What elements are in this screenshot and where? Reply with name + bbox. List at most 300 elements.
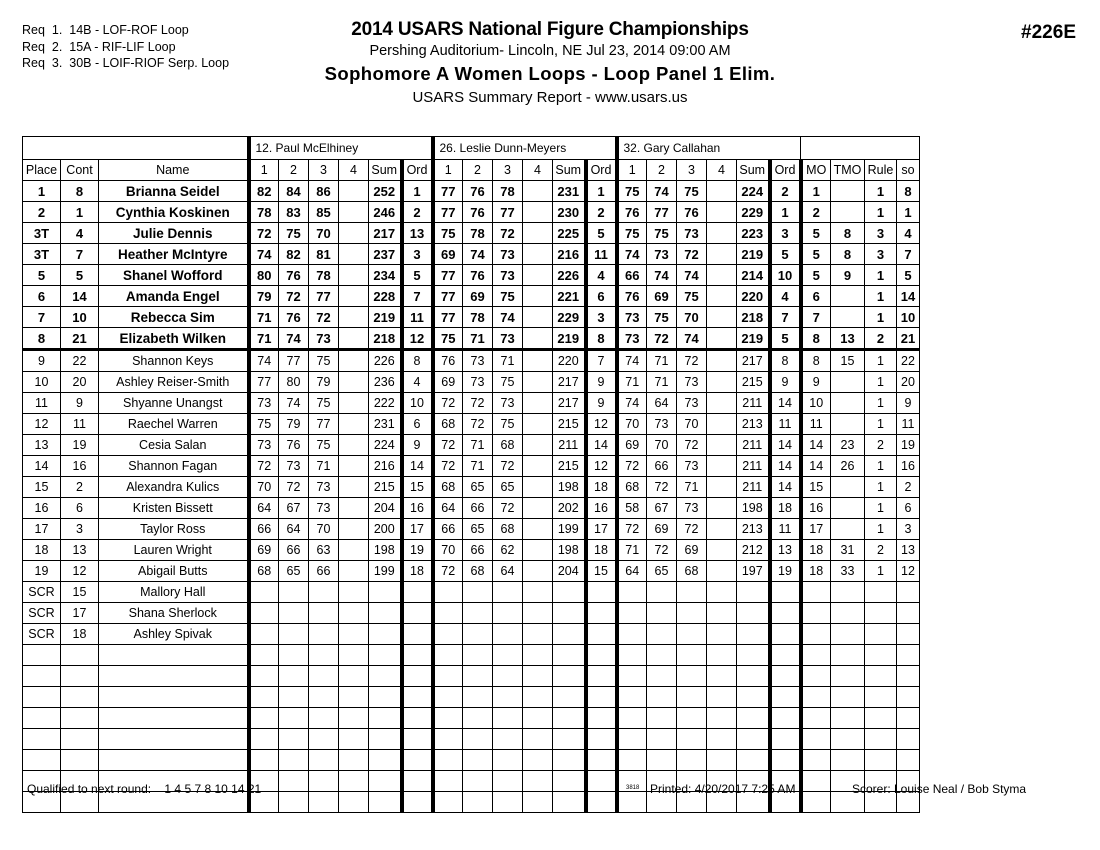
cell-j3-fig1 <box>617 666 647 687</box>
cell-j2-fig3: 62 <box>493 540 523 561</box>
cell-j3-fig4 <box>707 477 737 498</box>
cell-j2-fig3 <box>493 666 523 687</box>
cell-j1-sum: 217 <box>369 223 402 244</box>
judge-banner-spacer <box>23 137 249 160</box>
cell-j3-fig3 <box>677 624 707 645</box>
cell-j3-fig1: 76 <box>617 286 647 307</box>
cell-j2-sum <box>553 687 586 708</box>
cell-j2-sum <box>553 666 586 687</box>
cell-j3-fig2: 69 <box>647 519 677 540</box>
cell-j1-fig2: 82 <box>279 244 309 265</box>
cell-j3-fig4 <box>707 603 737 624</box>
cell-mo: 10 <box>801 393 831 414</box>
cell-j1-fig3: 70 <box>309 223 339 244</box>
cell-j2-fig2: 72 <box>463 414 493 435</box>
cell-j1-fig2: 74 <box>279 328 309 350</box>
cell-j3-fig2: 73 <box>647 414 677 435</box>
cell-j2-sum: 198 <box>553 477 586 498</box>
cell-j2-fig3: 73 <box>493 328 523 350</box>
cell-j2-fig2 <box>463 582 493 603</box>
cell-j1-fig4 <box>339 519 369 540</box>
cell-cont: 15 <box>61 582 99 603</box>
cell-name <box>99 729 249 750</box>
cell-j1-fig2 <box>279 687 309 708</box>
cell-name: Shana Sherlock <box>99 603 249 624</box>
cell-j3-sum: 211 <box>737 435 770 456</box>
cell-j3-fig1: 68 <box>617 477 647 498</box>
cell-j2-fig4 <box>523 687 553 708</box>
cell-j3-sum: 218 <box>737 307 770 328</box>
cell-tmo <box>831 582 865 603</box>
cell-j1-ord: 14 <box>402 456 433 477</box>
cell-cont: 20 <box>61 372 99 393</box>
cell-j1-fig3: 77 <box>309 414 339 435</box>
cell-so <box>897 603 920 624</box>
cell-j3-sum <box>737 645 770 666</box>
table-row[interactable] <box>23 708 920 729</box>
cell-j1-sum <box>369 582 402 603</box>
cell-j3-fig4 <box>707 666 737 687</box>
cell-j2-fig3: 71 <box>493 350 523 372</box>
cell-j2-ord <box>586 624 617 645</box>
cell-j1-ord: 4 <box>402 372 433 393</box>
cell-j2-fig1 <box>433 708 463 729</box>
cell-mo: 16 <box>801 498 831 519</box>
cell-j3-sum: 219 <box>737 244 770 265</box>
cell-j1-ord: 11 <box>402 307 433 328</box>
cell-j1-ord: 19 <box>402 540 433 561</box>
cell-so: 9 <box>897 393 920 414</box>
cell-cont: 17 <box>61 603 99 624</box>
cell-j2-fig1: 72 <box>433 456 463 477</box>
cell-j2-fig2: 65 <box>463 519 493 540</box>
cell-place: 19 <box>23 561 61 582</box>
cell-j2-fig1 <box>433 624 463 645</box>
cell-j2-ord: 1 <box>586 181 617 202</box>
table-row[interactable] <box>23 328 920 350</box>
table-row[interactable] <box>23 286 920 307</box>
cell-j1-fig2: 72 <box>279 286 309 307</box>
cell-j1-fig4 <box>339 645 369 666</box>
table-row[interactable] <box>23 244 920 265</box>
cell-place <box>23 750 61 771</box>
cell-j2-sum: 231 <box>553 181 586 202</box>
table-row[interactable] <box>23 729 920 750</box>
cell-j1-fig4 <box>339 708 369 729</box>
cell-j2-fig2: 74 <box>463 244 493 265</box>
cell-j3-ord <box>770 645 801 666</box>
cell-j1-ord: 6 <box>402 414 433 435</box>
cell-j2-ord: 12 <box>586 414 617 435</box>
cell-j3-ord <box>770 729 801 750</box>
table-row[interactable] <box>23 750 920 771</box>
cell-place: SCR <box>23 582 61 603</box>
cell-rule: 1 <box>865 181 897 202</box>
cell-j3-fig2 <box>647 729 677 750</box>
cell-j2-fig4 <box>523 666 553 687</box>
cell-j3-sum <box>737 582 770 603</box>
cell-j3-fig4 <box>707 265 737 286</box>
cell-j2-fig2: 65 <box>463 477 493 498</box>
cell-j1-sum: 200 <box>369 519 402 540</box>
cell-j2-fig3: 75 <box>493 372 523 393</box>
cell-j3-ord <box>770 708 801 729</box>
cell-j1-fig1: 71 <box>249 307 279 328</box>
cell-j1-fig3: 78 <box>309 265 339 286</box>
cell-j2-fig4 <box>523 286 553 307</box>
cell-j1-fig2: 76 <box>279 307 309 328</box>
cell-j3-fig3: 73 <box>677 498 707 519</box>
cell-j2-fig1: 64 <box>433 498 463 519</box>
table-row[interactable] <box>23 181 920 202</box>
cell-j1-sum: 215 <box>369 477 402 498</box>
cell-so <box>897 750 920 771</box>
cell-j2-fig2 <box>463 666 493 687</box>
table-row[interactable] <box>23 265 920 286</box>
cell-j1-fig1 <box>249 582 279 603</box>
table-row[interactable] <box>23 456 920 477</box>
cell-j1-ord <box>402 708 433 729</box>
cell-j2-fig2 <box>463 687 493 708</box>
cell-j1-sum: 216 <box>369 456 402 477</box>
cell-j1-fig4 <box>339 181 369 202</box>
cell-j3-ord: 14 <box>770 393 801 414</box>
cell-j1-sum: 236 <box>369 372 402 393</box>
cell-j1-fig2 <box>279 624 309 645</box>
table-row[interactable] <box>23 223 920 244</box>
cell-j3-fig3 <box>677 729 707 750</box>
cell-j2-fig2: 71 <box>463 435 493 456</box>
table-row[interactable] <box>23 666 920 687</box>
cell-j1-ord <box>402 603 433 624</box>
cell-name: Brianna Seidel <box>99 181 249 202</box>
cell-j1-fig1: 82 <box>249 181 279 202</box>
cell-j1-fig1 <box>249 603 279 624</box>
cell-tmo <box>831 750 865 771</box>
cell-j1-fig2: 74 <box>279 393 309 414</box>
cell-place: 12 <box>23 414 61 435</box>
cell-j1-ord: 2 <box>402 202 433 223</box>
cell-j3-ord: 3 <box>770 223 801 244</box>
cell-j3-fig4 <box>707 328 737 350</box>
cell-j2-sum <box>553 750 586 771</box>
cell-j1-fig1: 66 <box>249 519 279 540</box>
cell-j2-fig1: 72 <box>433 393 463 414</box>
cell-mo: 9 <box>801 372 831 393</box>
cell-tmo <box>831 477 865 498</box>
cell-j2-fig3: 68 <box>493 435 523 456</box>
cell-rule <box>865 645 897 666</box>
cell-so: 12 <box>897 561 920 582</box>
cell-j1-ord: 9 <box>402 435 433 456</box>
cell-so: 16 <box>897 456 920 477</box>
cell-j1-fig3: 85 <box>309 202 339 223</box>
cell-j3-fig1 <box>617 582 647 603</box>
cell-j2-sum <box>553 603 586 624</box>
cell-j1-sum: 234 <box>369 265 402 286</box>
table-row[interactable] <box>23 603 920 624</box>
table-row[interactable] <box>23 561 920 582</box>
cell-name: Rebecca Sim <box>99 307 249 328</box>
cell-place: 3T <box>23 244 61 265</box>
cell-j1-fig4 <box>339 561 369 582</box>
cell-j2-fig1: 72 <box>433 435 463 456</box>
cell-j1-fig3: 71 <box>309 456 339 477</box>
table-row[interactable] <box>23 435 920 456</box>
cell-j1-fig3: 63 <box>309 540 339 561</box>
cell-j1-fig3: 75 <box>309 350 339 372</box>
table-row[interactable] <box>23 393 920 414</box>
table-row[interactable] <box>23 477 920 498</box>
cell-so <box>897 729 920 750</box>
cell-j1-fig2: 77 <box>279 350 309 372</box>
header-rule: Rule <box>865 160 897 181</box>
cell-j2-fig2: 66 <box>463 498 493 519</box>
cell-j2-fig1: 77 <box>433 307 463 328</box>
cell-place: 6 <box>23 286 61 307</box>
cell-j3-fig4 <box>707 687 737 708</box>
cell-j3-fig2 <box>647 624 677 645</box>
cell-j2-ord <box>586 687 617 708</box>
table-row[interactable] <box>23 372 920 393</box>
cell-j2-fig1 <box>433 603 463 624</box>
cell-j2-fig3: 77 <box>493 202 523 223</box>
header-tmo: TMO <box>831 160 865 181</box>
cell-j1-sum <box>369 708 402 729</box>
cell-j2-sum <box>553 729 586 750</box>
header-j1-fig2: 2 <box>279 160 309 181</box>
cell-j2-fig1: 77 <box>433 286 463 307</box>
cell-j3-fig4 <box>707 750 737 771</box>
cell-rule: 1 <box>865 350 897 372</box>
cell-cont: 21 <box>61 328 99 350</box>
cell-j2-fig1: 77 <box>433 202 463 223</box>
cell-name: Lauren Wright <box>99 540 249 561</box>
cell-j1-ord <box>402 687 433 708</box>
cell-j1-ord: 16 <box>402 498 433 519</box>
cell-j3-fig4 <box>707 624 737 645</box>
cell-j2-fig1: 70 <box>433 540 463 561</box>
cell-j3-ord: 13 <box>770 540 801 561</box>
cell-j3-fig3 <box>677 750 707 771</box>
cell-j1-fig3: 75 <box>309 435 339 456</box>
cell-j1-fig2: 79 <box>279 414 309 435</box>
header-j1-fig4: 4 <box>339 160 369 181</box>
table-row[interactable] <box>23 687 920 708</box>
cell-j3-fig1: 75 <box>617 181 647 202</box>
cell-j1-fig4 <box>339 603 369 624</box>
cell-j2-fig2 <box>463 708 493 729</box>
cell-tmo <box>831 645 865 666</box>
cell-cont: 13 <box>61 540 99 561</box>
cell-so: 13 <box>897 540 920 561</box>
cell-j3-ord <box>770 603 801 624</box>
cell-tmo <box>831 181 865 202</box>
cell-j1-fig2 <box>279 729 309 750</box>
cell-j3-fig2: 74 <box>647 181 677 202</box>
table-row[interactable] <box>23 350 920 372</box>
cell-j3-fig1 <box>617 645 647 666</box>
cell-j3-ord: 1 <box>770 202 801 223</box>
cell-so: 3 <box>897 519 920 540</box>
cell-j3-fig1: 73 <box>617 307 647 328</box>
cell-j3-sum: 198 <box>737 498 770 519</box>
cell-mo: 5 <box>801 244 831 265</box>
cell-j2-fig3 <box>493 624 523 645</box>
cell-j3-fig2: 71 <box>647 350 677 372</box>
cell-so: 14 <box>897 286 920 307</box>
cell-j2-fig1: 77 <box>433 265 463 286</box>
cell-mo: 18 <box>801 540 831 561</box>
cell-j1-fig4 <box>339 456 369 477</box>
cell-rule: 1 <box>865 307 897 328</box>
table-row[interactable] <box>23 414 920 435</box>
cell-so: 7 <box>897 244 920 265</box>
cell-j2-fig3: 72 <box>493 498 523 519</box>
cell-j1-fig3 <box>309 645 339 666</box>
cell-j1-sum: 199 <box>369 561 402 582</box>
cell-j1-fig3: 77 <box>309 286 339 307</box>
cell-so <box>897 624 920 645</box>
cell-mo <box>801 624 831 645</box>
cell-j2-ord <box>586 729 617 750</box>
cell-name: Shyanne Unangst <box>99 393 249 414</box>
cell-j2-fig3: 75 <box>493 414 523 435</box>
cell-j1-sum: 226 <box>369 350 402 372</box>
cell-j2-fig4 <box>523 393 553 414</box>
table-row[interactable] <box>23 624 920 645</box>
cell-place: 2 <box>23 202 61 223</box>
cell-j2-fig2: 76 <box>463 265 493 286</box>
cell-j1-ord <box>402 729 433 750</box>
cell-cont: 8 <box>61 181 99 202</box>
cell-rule: 2 <box>865 328 897 350</box>
cell-j3-sum <box>737 708 770 729</box>
cell-j2-sum: 215 <box>553 414 586 435</box>
cell-j1-sum <box>369 687 402 708</box>
cell-j1-fig1: 77 <box>249 372 279 393</box>
cell-j2-fig1 <box>433 750 463 771</box>
cell-place: 16 <box>23 498 61 519</box>
cell-j3-fig4 <box>707 414 737 435</box>
table-row[interactable] <box>23 540 920 561</box>
cell-name: Taylor Ross <box>99 519 249 540</box>
cell-place: 7 <box>23 307 61 328</box>
cell-j2-fig4 <box>523 456 553 477</box>
cell-j2-ord: 16 <box>586 498 617 519</box>
cell-j1-ord: 3 <box>402 244 433 265</box>
table-row[interactable] <box>23 645 920 666</box>
header-j2-fig1: 1 <box>433 160 463 181</box>
cell-place: 8 <box>23 328 61 350</box>
cell-j3-sum: 214 <box>737 265 770 286</box>
cell-j2-ord: 9 <box>586 372 617 393</box>
cell-j3-sum: 220 <box>737 286 770 307</box>
cell-cont: 2 <box>61 477 99 498</box>
cell-j3-sum <box>737 603 770 624</box>
cell-j3-sum: 197 <box>737 561 770 582</box>
cell-rule <box>865 729 897 750</box>
cell-j2-sum: 219 <box>553 328 586 350</box>
cell-j3-fig4 <box>707 519 737 540</box>
table-row[interactable] <box>23 498 920 519</box>
cell-j3-fig4 <box>707 393 737 414</box>
cell-mo: 14 <box>801 435 831 456</box>
cell-j2-fig4 <box>523 477 553 498</box>
cell-j2-fig3 <box>493 687 523 708</box>
cell-j2-fig1: 75 <box>433 223 463 244</box>
table-row[interactable] <box>23 202 920 223</box>
cell-tmo <box>831 202 865 223</box>
cell-j1-fig4 <box>339 477 369 498</box>
cell-j3-fig4 <box>707 540 737 561</box>
requirement-2: Req 2. 15A - RIF-LIF Loop <box>22 39 176 54</box>
requirements-list <box>22 22 229 72</box>
cell-j3-ord <box>770 750 801 771</box>
judge-banner-tail <box>801 137 920 160</box>
cell-j2-fig3: 73 <box>493 393 523 414</box>
cell-j3-ord: 14 <box>770 456 801 477</box>
cell-j3-sum <box>737 624 770 645</box>
cell-mo: 5 <box>801 223 831 244</box>
cell-tmo: 9 <box>831 265 865 286</box>
judge-name-1: 12. Paul McElhiney <box>249 137 433 160</box>
cell-j2-fig4 <box>523 603 553 624</box>
cell-j1-sum <box>369 645 402 666</box>
cell-j3-fig1 <box>617 750 647 771</box>
cell-rule: 1 <box>865 519 897 540</box>
cell-j2-ord <box>586 582 617 603</box>
cell-mo: 8 <box>801 350 831 372</box>
cell-j1-ord: 7 <box>402 286 433 307</box>
cell-so: 11 <box>897 414 920 435</box>
cell-cont <box>61 708 99 729</box>
cell-place: SCR <box>23 624 61 645</box>
table-row[interactable] <box>23 519 920 540</box>
cell-mo: 11 <box>801 414 831 435</box>
cell-j1-fig4 <box>339 350 369 372</box>
cell-so: 4 <box>897 223 920 244</box>
cell-j2-fig1 <box>433 687 463 708</box>
cell-mo <box>801 750 831 771</box>
cell-j2-fig1: 68 <box>433 414 463 435</box>
cell-j1-fig2 <box>279 750 309 771</box>
cell-rule: 1 <box>865 393 897 414</box>
cell-j2-fig3 <box>493 582 523 603</box>
cell-j1-fig4 <box>339 307 369 328</box>
cell-cont <box>61 645 99 666</box>
cell-j3-ord: 9 <box>770 372 801 393</box>
event-venue-datetime: Pershing Auditorium- Lincoln, NE Jul 23, 2014 09:00 AM <box>369 43 731 59</box>
cell-mo <box>801 582 831 603</box>
cell-j2-ord <box>586 645 617 666</box>
cell-j3-sum: 224 <box>737 181 770 202</box>
cell-cont: 1 <box>61 202 99 223</box>
cell-j3-sum: 213 <box>737 519 770 540</box>
cell-name <box>99 666 249 687</box>
cell-j2-fig3: 78 <box>493 181 523 202</box>
cell-j2-ord: 11 <box>586 244 617 265</box>
table-row[interactable] <box>23 307 920 328</box>
cell-j3-fig2: 75 <box>647 307 677 328</box>
cell-name: Shanel Wofford <box>99 265 249 286</box>
cell-so: 5 <box>897 265 920 286</box>
cell-j3-fig3: 68 <box>677 561 707 582</box>
cell-place: 5 <box>23 265 61 286</box>
table-row[interactable] <box>23 582 920 603</box>
cell-name <box>99 708 249 729</box>
cell-cont: 16 <box>61 456 99 477</box>
